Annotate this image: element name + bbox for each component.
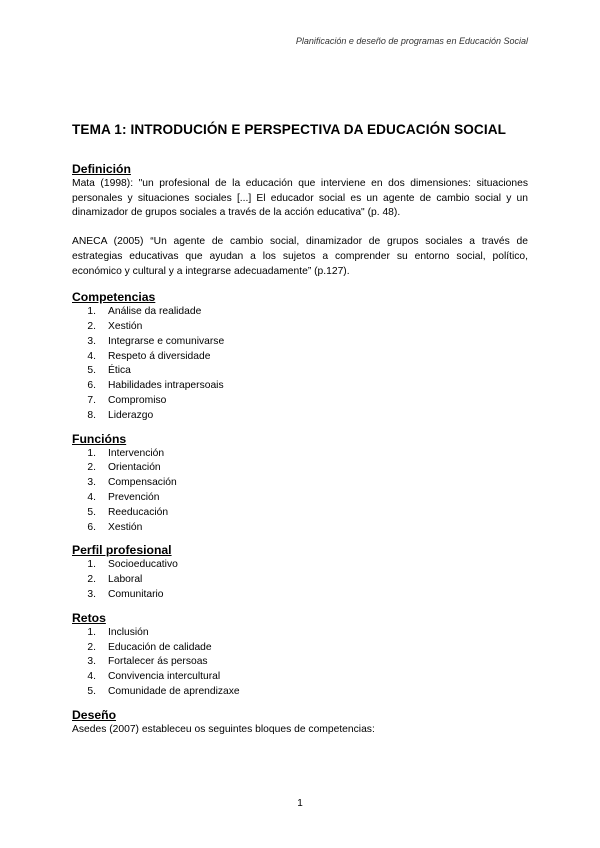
page-number: 1 (297, 798, 303, 809)
list-text: Compensación (108, 477, 177, 489)
list-text: Liderazgo (108, 409, 154, 421)
list-item (72, 506, 528, 521)
competencias-list (72, 305, 528, 423)
list-item (72, 685, 528, 700)
list-item (72, 364, 528, 379)
list-number: 6. (87, 521, 96, 533)
section-heading-deseno: Deseño (72, 707, 117, 722)
list-text: Reeducación (108, 506, 169, 518)
list-text: Compromiso (108, 395, 167, 406)
list-item (72, 447, 528, 462)
list-number: 3. (87, 477, 96, 489)
list-text: Integrarse e comunivarse (108, 335, 225, 347)
list-number: 2. (87, 574, 96, 586)
definition-paragraph-aneca: ANECA (2005) “Un agente de cambio social, dinamizador de grupos sociales a través de estrategias educativas que ayudan a los sujetos a comprender su entorno social, político, económico y cultural y a integrarse adecuadamente” (p.127). (72, 236, 528, 277)
list-number: 4. (87, 671, 96, 683)
list-item (72, 320, 528, 335)
list-text: Orientación (108, 462, 161, 474)
list-text: Educación de calidade (108, 641, 212, 653)
section-heading-retos: Retos (72, 610, 106, 625)
list-number: 8. (87, 409, 96, 421)
definition-paragraph-mata: Mata (1998): "un profesional de la educación que interviene en dos dimensiones: situaciones personales y situaciones sociales [...] El educador social es un agente de cambio social y un dinamizador de grupos sociales a través de la acción educativa" (p. 48). (72, 178, 528, 219)
list-number: 1. (87, 447, 96, 459)
list-number: 1. (87, 306, 96, 318)
list-number: 5. (87, 365, 96, 377)
running-header: Planificación e deseño de programas en Educación Social (295, 36, 528, 46)
list-text: Intervención (108, 447, 165, 459)
list-item (72, 655, 528, 670)
document-title: TEMA 1: INTRODUCIÓN E PERSPECTIVA DA EDUCACIÓN SOCIAL (72, 122, 507, 137)
list-number: 2. (87, 641, 96, 653)
document-body (72, 162, 528, 737)
list-text: Laboral (108, 574, 143, 586)
list-text: Inclusión (108, 626, 149, 638)
list-item (72, 305, 528, 320)
list-number: 2. (87, 321, 96, 333)
retos-list (72, 626, 528, 700)
list-item (72, 521, 528, 536)
list-text: Fortalecer ás persoas (108, 656, 208, 668)
list-item (72, 461, 528, 476)
list-item (72, 476, 528, 491)
list-item (72, 491, 528, 506)
list-number: 3. (87, 335, 96, 347)
list-text: Xestión (108, 321, 143, 333)
perfil-list (72, 558, 528, 602)
list-item (72, 670, 528, 685)
section-heading-perfil-profesional: Perfil profesional (72, 543, 172, 558)
list-item (72, 573, 528, 588)
list-number: 1. (87, 559, 96, 571)
list-item (72, 626, 528, 641)
list-number: 5. (87, 685, 96, 697)
list-number: 7. (87, 395, 96, 406)
deseno-paragraph: Asedes (2007) estableceu os seguintes bloques de competencias: (72, 723, 375, 735)
list-item (72, 409, 528, 424)
list-text: Convivencia intercultural (108, 671, 221, 683)
section-heading-funcions: Funcións (72, 431, 127, 446)
list-item (72, 558, 528, 573)
section-heading-definicion: Definición (72, 162, 131, 176)
list-text: Prevención (108, 491, 160, 503)
list-item (72, 641, 528, 656)
list-text: Comunidade de aprendizaxe (108, 685, 240, 697)
list-number: 6. (87, 380, 96, 392)
list-number: 3. (87, 588, 96, 600)
list-number: 3. (87, 656, 96, 668)
list-item (72, 350, 528, 365)
list-text: Análise da realidade (108, 306, 202, 318)
list-number: 1. (87, 626, 96, 638)
list-text: Habilidades intrapersoais (108, 380, 224, 392)
list-number: 4. (87, 491, 96, 503)
list-text: Xestión (108, 521, 143, 533)
list-text: Respeto á diversidade (108, 350, 211, 362)
list-text: Ética (108, 365, 131, 377)
list-text: Socioeducativo (108, 559, 178, 571)
list-item (72, 394, 528, 409)
list-text: Comunitario (108, 588, 164, 600)
funcions-list (72, 447, 528, 536)
list-item (72, 379, 528, 394)
list-number: 2. (87, 462, 96, 474)
list-item (72, 335, 528, 350)
section-heading-competencias: Competencias (72, 290, 156, 305)
list-number: 5. (87, 506, 96, 518)
list-item (72, 588, 528, 603)
list-number: 4. (87, 350, 96, 362)
